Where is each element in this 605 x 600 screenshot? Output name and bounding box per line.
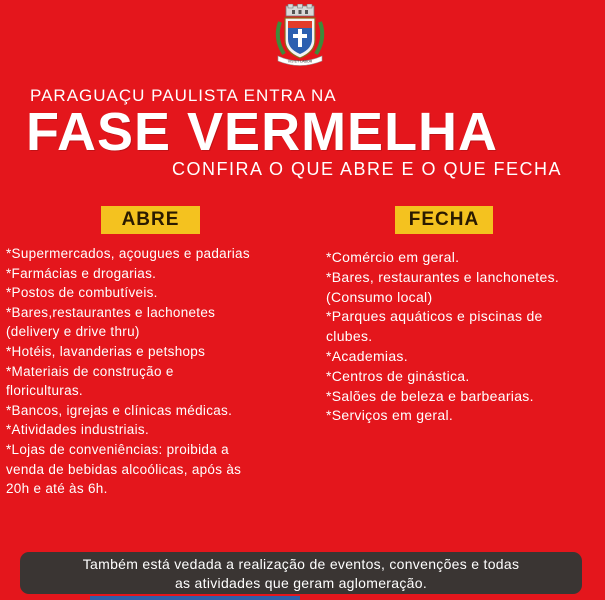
list-item: *Comércio em geral. [326, 249, 460, 265]
fecha-label: FECHA [395, 206, 493, 234]
list-item: *Materiais de construção e floriculturas. [6, 363, 174, 399]
abre-label: ABRE [101, 206, 200, 234]
list-item: *Supermercados, açougues e padarias [6, 246, 250, 261]
crest-motto: VIS ET LABOR [287, 59, 313, 64]
list-item: *Farmácias e drogarias. [6, 265, 157, 281]
bottom-strip [90, 596, 300, 600]
list-item: *Salões de beleza e barbearias. [326, 387, 534, 404]
abre-list [6, 244, 296, 499]
list-item: *Parques aquáticos e piscinas de clubes. [326, 308, 543, 345]
municipal-coat-of-arms-icon [270, 4, 330, 66]
headline: FASE VERMELHA [26, 102, 499, 162]
list-item: *Serviços em geral. [326, 407, 454, 424]
list-item: *Lojas de conveniências: proibida a venda de bebidas alcoólicas, após às 20h e até às 6h. [6, 441, 242, 497]
list-item: *Bares, restaurantes e lanchonetes. (Consumo local) [326, 268, 560, 305]
list-item: *Bares,restaurantes e lachonetes (delivery e drive thru) [6, 304, 216, 340]
footer-notice [20, 552, 582, 594]
kicker-text: PARAGUAÇU PAULISTA ENTRA NA [30, 86, 337, 105]
list-item: *Hotéis, lavanderias e petshops [6, 343, 206, 359]
subline: CONFIRA O QUE ABRE E O QUE FECHA [172, 159, 563, 179]
list-item: *Centros de ginástica. [326, 367, 470, 384]
footer-line: as atividades que geram aglomeração. [174, 575, 428, 591]
list-item: *Academias. [326, 347, 408, 364]
list-item: *Bancos, igrejas e clínicas médicas. [6, 402, 233, 418]
list-item: *Postos de combutíveis. [6, 285, 158, 301]
list-item: *Atividades industriais. [6, 422, 150, 438]
footer-line: Também está vedada a realização de eventos, convenções e todas [82, 556, 520, 572]
fecha-list [326, 248, 605, 426]
